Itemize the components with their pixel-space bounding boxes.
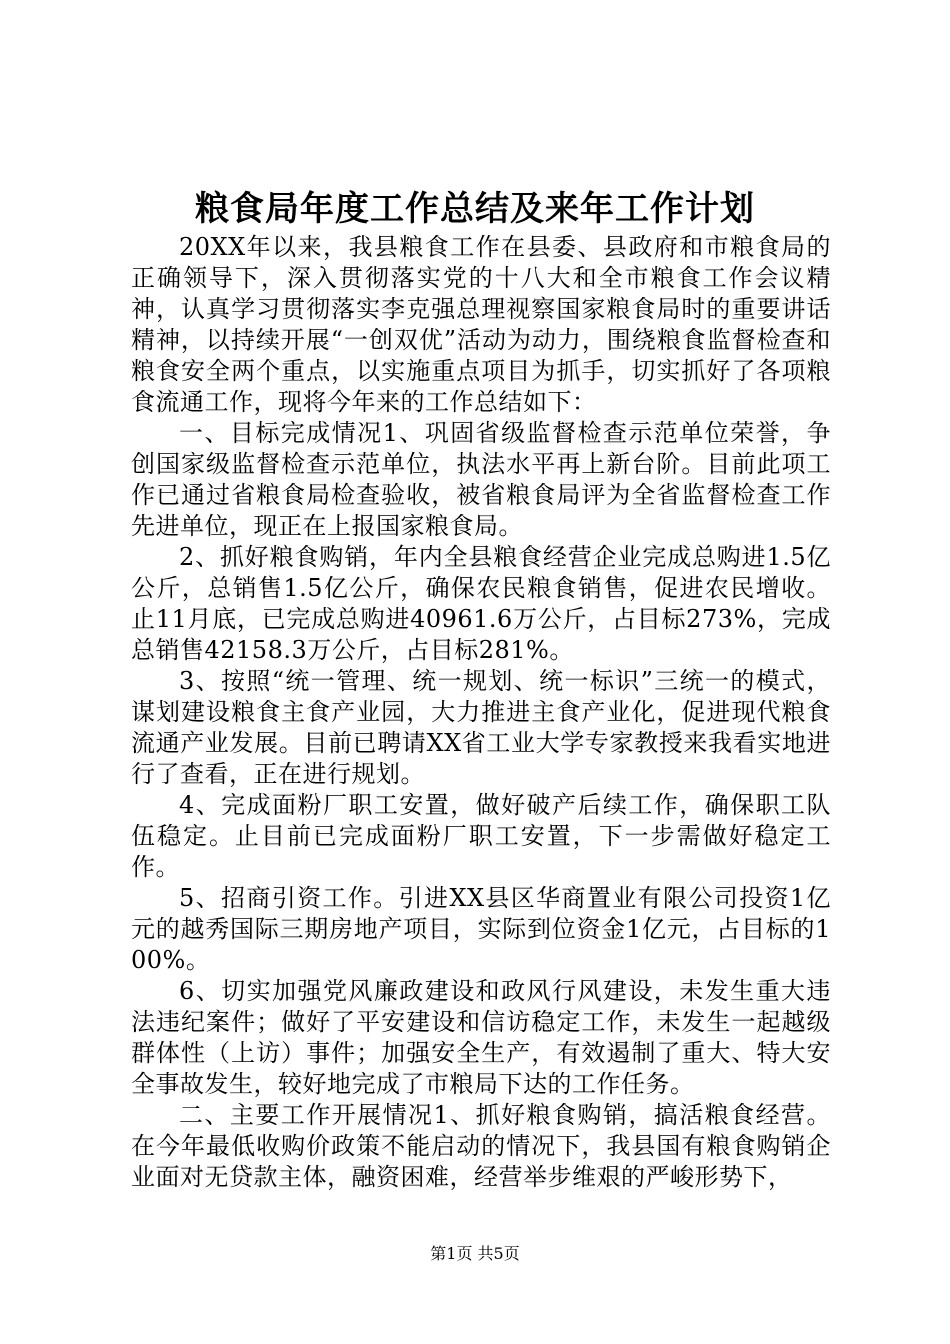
document-body (131, 232, 831, 1193)
document-title: 粮食局年度工作总结及来年工作计划 (195, 189, 755, 229)
paragraph-item-4: 4、完成面粉厂职工安置，做好破产后续工作，确保职工队伍稳定。止目前已完成面粉厂职工安置，下一步需做好稳定工作。 (131, 791, 831, 881)
paragraph-item-5: 5、招商引资工作。引进XX县区华商置业有限公司投资1亿元的越秀国际三期房地产项目，实际到位资金1亿元，占目标的100%。 (131, 884, 831, 974)
paragraph-section-2: 二、主要工作开展情况1、抓好粮食购销，搞活粮食经营。在今年最低收购价政策不能启动的情况下，我县国有粮食购销企业面对无贷款主体，融资困难，经营举步维艰的严峻形势下， (131, 1101, 831, 1191)
paragraph-item-2: 2、抓好粮食购销，年内全县粮食经营企业完成总购进1.5亿公斤，总销售1.5亿公斤，确保农民粮食销售，促进农民增收。止11月底，已完成总购进40961.6万公斤，占目标273%，完成总销售42158.3万公斤，占目标281%。 (131, 543, 831, 664)
page-number-footer: 第1页 共5页 (430, 1244, 520, 1263)
paragraph-item-3: 3、按照“统一管理、统一规划、统一标识”三统一的模式，谋划建设粮食主食产业园，大力推进主食产业化，促进现代粮食流通产业发展。目前已聘请XX省工业大学专家教授来我看实地进行了查看，正在进行规划。 (131, 667, 831, 788)
paragraph-item-6: 6、切实加强党风廉政建设和政风行风建设，未发生重大违法违纪案件；做好了平安建设和信访稳定工作，未发生一起越级群体性（上访）事件；加强安全生产，有效遏制了重大、特大安全事故发生，较好地完成了市粮局下达的工作任务。 (131, 977, 831, 1098)
paragraph-section-1-item-1: 一、目标完成情况1、巩固省级监督检查示范单位荣誉，争创国家级监督检查示范单位，执法水平再上新台阶。目前此项工作已通过省粮食局检查验收，被省粮食局评为全省监督检查工作先进单位，现正在上报国家粮食局。 (131, 419, 831, 540)
paragraph-intro: 20XX年以来，我县粮食工作在县委、县政府和市粮食局的正确领导下，深入贯彻落实党的十八大和全市粮食工作会议精神，认真学习贯彻落实李克强总理视察国家粮食局时的重要讲话精神，以持续开展“一创双优”活动为动力，围绕粮食监督检查和粮食安全两个重点，以实施重点项目为抓手，切实抓好了各项粮食流通工作，现将今年来的工作总结如下： (131, 233, 831, 416)
